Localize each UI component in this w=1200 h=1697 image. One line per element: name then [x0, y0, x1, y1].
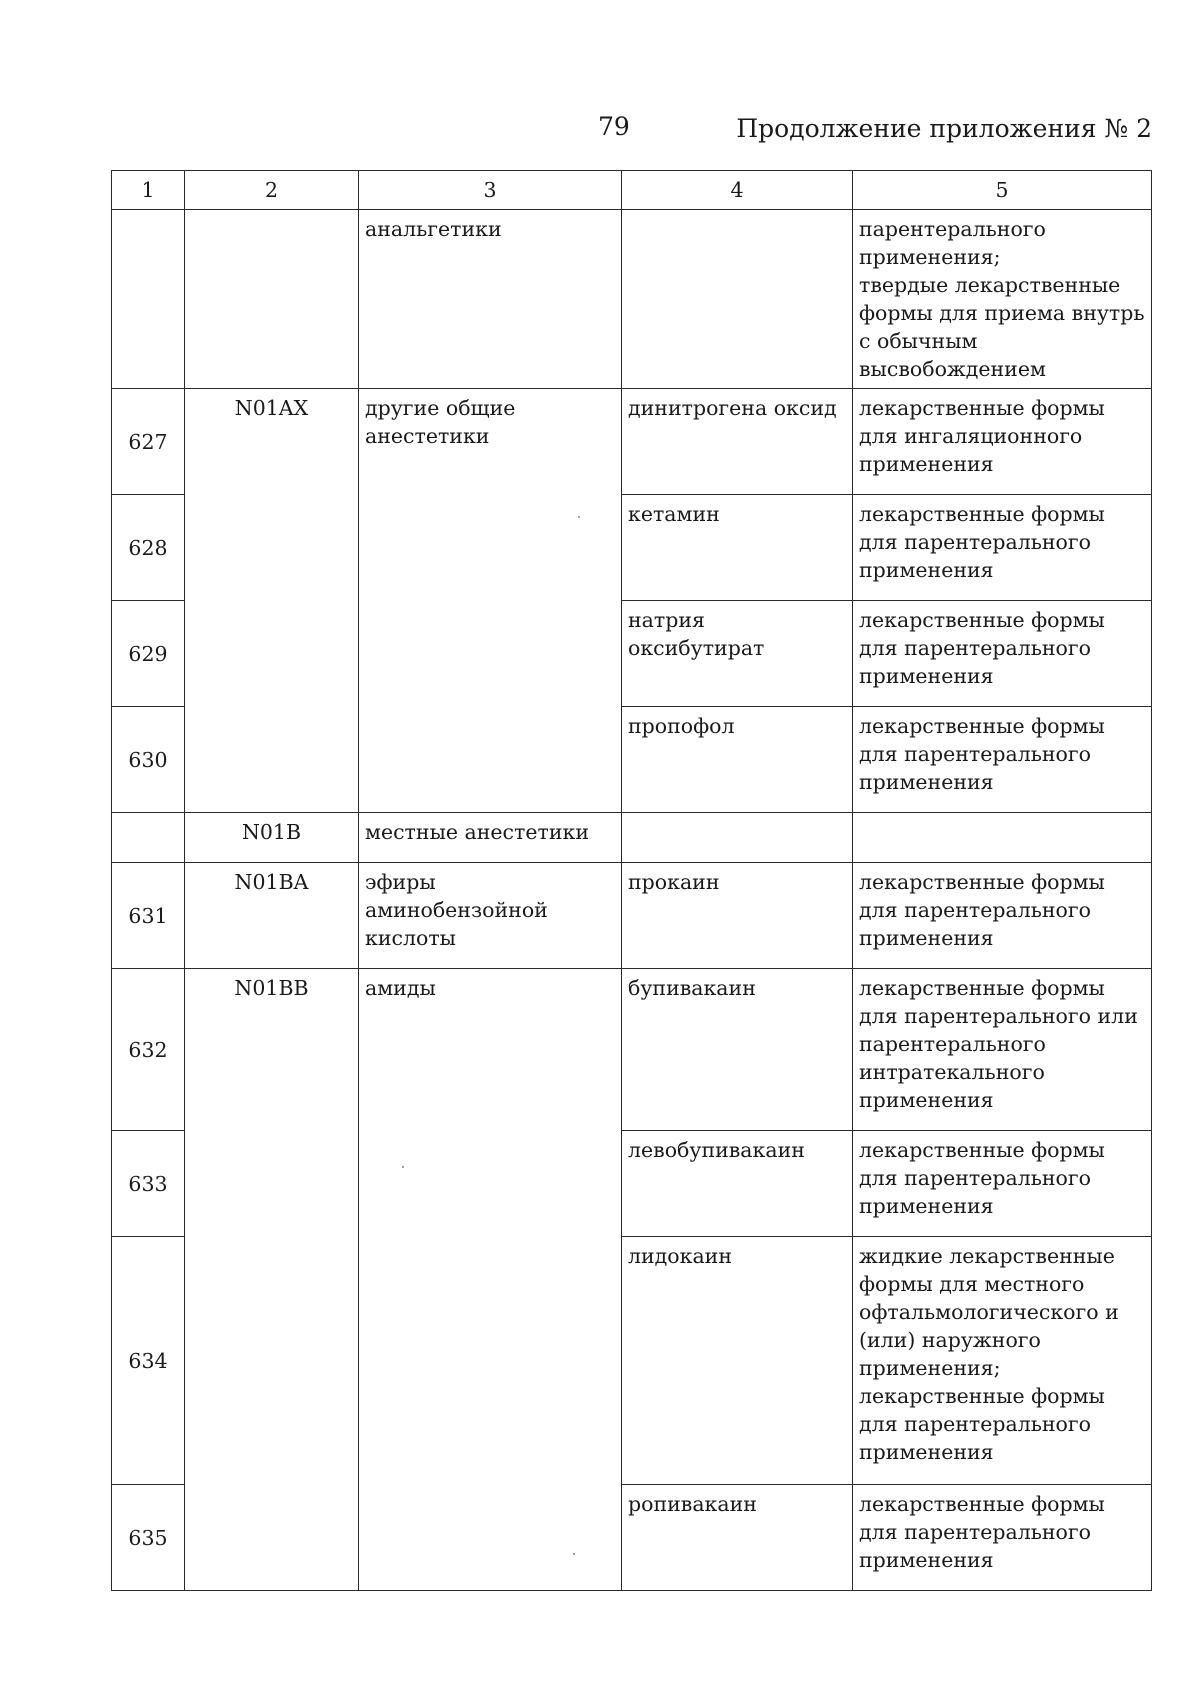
- group-name: анальгетики: [359, 210, 622, 389]
- scan-artifact: [573, 1553, 575, 1555]
- atc-code: N01B: [185, 813, 359, 863]
- row-number: 628: [112, 495, 185, 601]
- dosage-form: парентерального применения;: [859, 217, 1046, 269]
- drug-name: [622, 210, 853, 389]
- group-name: эфиры аминобензойной кислоты: [359, 863, 622, 969]
- column-number: 5: [853, 171, 1152, 210]
- column-number-row: [112, 171, 1152, 210]
- drug-name: кетамин: [622, 495, 853, 601]
- column-number: 4: [622, 171, 853, 210]
- row-number: 627: [112, 389, 185, 495]
- dosage-forms: [853, 601, 1152, 707]
- table-row: [112, 210, 1152, 389]
- dosage-forms: [853, 707, 1152, 813]
- dosage-forms: [853, 1485, 1152, 1591]
- dosage-forms: [853, 1237, 1152, 1485]
- drug-name: лидокаин: [622, 1237, 853, 1485]
- drug-name: прокаин: [622, 863, 853, 969]
- table-row: [112, 389, 1152, 495]
- continuation-title: Продолжение приложения № 2: [736, 114, 1152, 143]
- drug-name: пропофол: [622, 707, 853, 813]
- drug-name: бупивакаин: [622, 969, 853, 1131]
- drug-name: натрия оксибутират: [622, 601, 853, 707]
- dosage-form: лекарственные формы для парентерального применения: [859, 608, 1105, 688]
- atc-code: [185, 210, 359, 389]
- drug-name: динитрогена оксид: [622, 389, 853, 495]
- drug-name: [622, 813, 853, 863]
- dosage-forms: [853, 1131, 1152, 1237]
- column-number: 1: [112, 171, 185, 210]
- scan-artifact: [578, 516, 580, 518]
- row-number: 630: [112, 707, 185, 813]
- row-number: [112, 210, 185, 389]
- row-number: 629: [112, 601, 185, 707]
- dosage-forms: [853, 210, 1152, 389]
- table-row: [112, 813, 1152, 863]
- table-row: [112, 863, 1152, 969]
- group-name: местные анестетики: [359, 813, 622, 863]
- dosage-form: жидкие лекарственные формы для местного офтальмологического и (или) наружного применения;: [859, 1244, 1119, 1380]
- row-number: 631: [112, 863, 185, 969]
- dosage-form: лекарственные формы для парентерального или парентерального интратекального применения: [859, 976, 1138, 1112]
- table-row: [112, 969, 1152, 1131]
- drug-name: ропивакаин: [622, 1485, 853, 1591]
- row-number: 634: [112, 1237, 185, 1485]
- dosage-forms: [853, 389, 1152, 495]
- group-name: другие общие анестетики: [359, 389, 622, 813]
- dosage-forms: [853, 495, 1152, 601]
- drug-table: [111, 170, 1152, 1591]
- dosage-form: лекарственные формы для парентерального применения: [859, 1384, 1105, 1464]
- dosage-forms: [853, 813, 1152, 863]
- scan-artifact: [402, 1166, 404, 1168]
- column-number: 2: [185, 171, 359, 210]
- drug-name: левобупивакаин: [622, 1131, 853, 1237]
- page-number: 79: [598, 112, 630, 141]
- row-number: [112, 813, 185, 863]
- column-number: 3: [359, 171, 622, 210]
- group-name: амиды: [359, 969, 622, 1591]
- dosage-forms: [853, 863, 1152, 969]
- dosage-form: лекарственные формы для парентерального применения: [859, 502, 1105, 582]
- dosage-form: лекарственные формы для парентерального применения: [859, 714, 1105, 794]
- atc-code: N01BA: [185, 863, 359, 969]
- row-number: 633: [112, 1131, 185, 1237]
- dosage-forms: [853, 969, 1152, 1131]
- dosage-form: лекарственные формы для ингаляционного применения: [859, 396, 1105, 476]
- atc-code: N01AX: [185, 389, 359, 813]
- dosage-form: твердые лекарственные формы для приема внутрь с обычным высвобождением: [859, 273, 1145, 381]
- dosage-form: лекарственные формы для парентерального применения: [859, 1492, 1105, 1572]
- dosage-form: лекарственные формы для парентерального применения: [859, 1138, 1105, 1218]
- row-number: 632: [112, 969, 185, 1131]
- row-number: 635: [112, 1485, 185, 1591]
- dosage-form: лекарственные формы для парентерального применения: [859, 870, 1105, 950]
- atc-code: N01BB: [185, 969, 359, 1591]
